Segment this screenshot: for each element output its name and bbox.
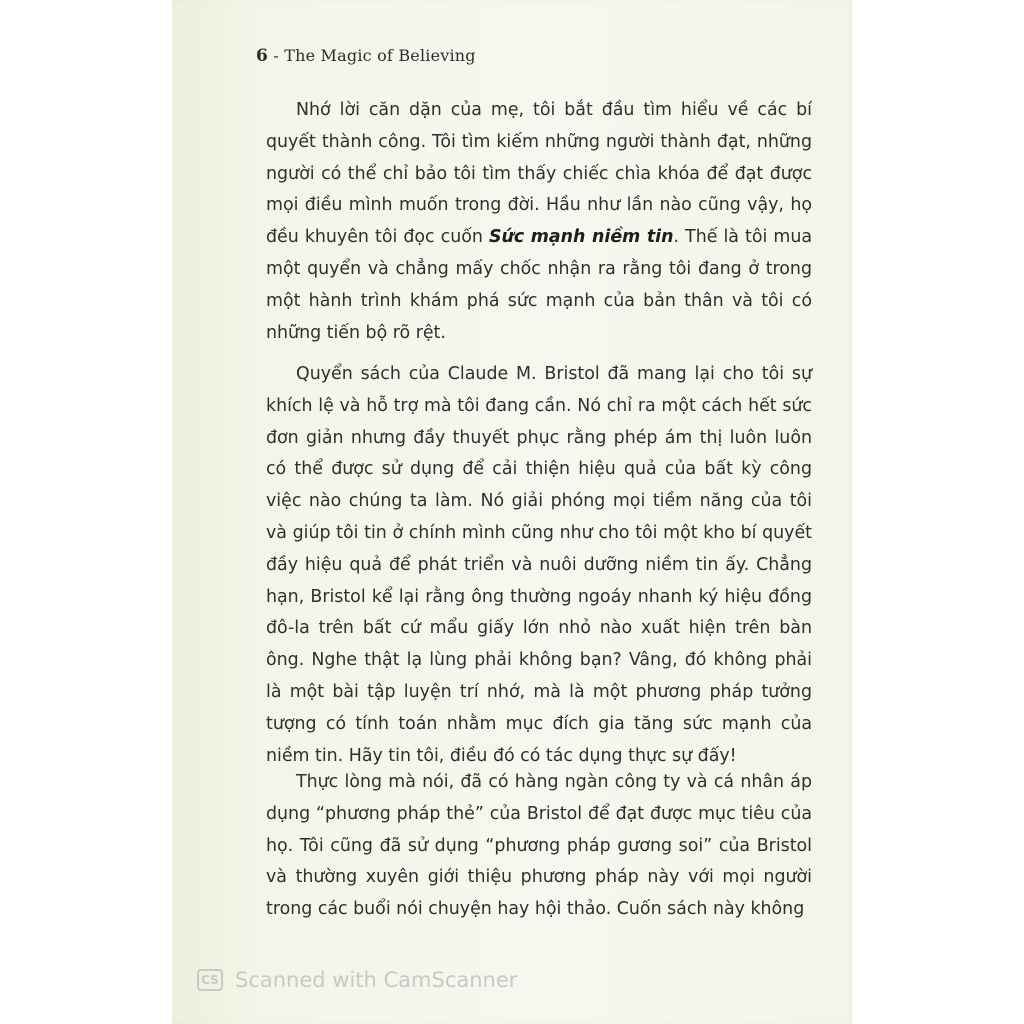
paragraph-2: Quyển sách của Claude M. Bristol đã mang lại cho tôi sự khích lệ và hỗ trợ mà tôi đang cần. Nó chỉ ra một cách hết sức đơn giản nhưng đầy thuyết phục rằng phép ám thị luôn luôn có thể được sử dụng để cải thiện hiệu quả của bất kỳ công việc nào chúng ta làm. Nó giải phóng mọi tiềm năng của tôi và giúp tôi tin ở chính mình cũng như cho tôi một kho bí quyết đầy hiệu quả để phát triển và nuôi dưỡng niềm tin ấy. Chẳng hạn, Bristol kể lại rằng ông thường ngoáy nhanh ký hiệu đồng đô-la trên bất cứ mẩu giấy lớn nhỏ nào xuất hiện trên bàn ông. Nghe thật lạ lùng phải không bạn? Vâng, đó không phải là một bài tập luyện trí nhớ, mà là một phương pháp tưởng tượng có tính toán nhằm mục đích gia tăng sức mạnh của niềm tin. Hãy tin tôi, điều đó có tác dụng thực sự đấy! bbox=[266, 364, 812, 766]
paragraph-1-text-end: . Thế là tôi mua một quyển và chẳng mấy chốc nhận ra rằng tôi đang ở trong một hành trình khám phá sức mạnh của bản thân và tôi có những tiến bộ rõ rệt. bbox=[266, 227, 812, 343]
page-number: 6 bbox=[256, 46, 269, 66]
header-separator: - bbox=[268, 46, 285, 65]
book-title: The Magic of Believing bbox=[284, 46, 476, 65]
watermark-text: Scanned with CamScanner bbox=[235, 968, 518, 992]
paragraph-1-text-start: Nhớ lời căn dặn của mẹ, tôi bắt đầu tìm hiểu về các bí quyết thành công. Tôi tìm kiếm những người thành đạt, những người có thể chỉ bảo tôi tìm thấy chiếc chìa khóa để đạt được mọi điều mình muốn trong đời. Hầu như lần nào cũng vậy, họ đều khuyên tôi đọc cuốn bbox=[266, 100, 812, 248]
paragraph-1 bbox=[266, 95, 812, 349]
camscanner-logo-icon: CS bbox=[197, 969, 223, 991]
running-header bbox=[256, 46, 476, 66]
book-page bbox=[172, 0, 852, 1024]
scanner-watermark bbox=[197, 968, 517, 992]
paragraph-3: Thực lòng mà nói, đã có hàng ngàn công ty và cá nhân áp dụng “phương pháp thẻ” của Bristol để đạt được mục tiêu của họ. Tôi cũng đã sử dụng “phương pháp gương soi” của Bristol và thường xuyên giới thiệu phương pháp này với mọi người trong các buổi nói chuyện hay hội thảo. Cuốn sách này không bbox=[266, 772, 812, 920]
book-title-emphasis: Sức mạnh niềm tin bbox=[488, 227, 674, 248]
